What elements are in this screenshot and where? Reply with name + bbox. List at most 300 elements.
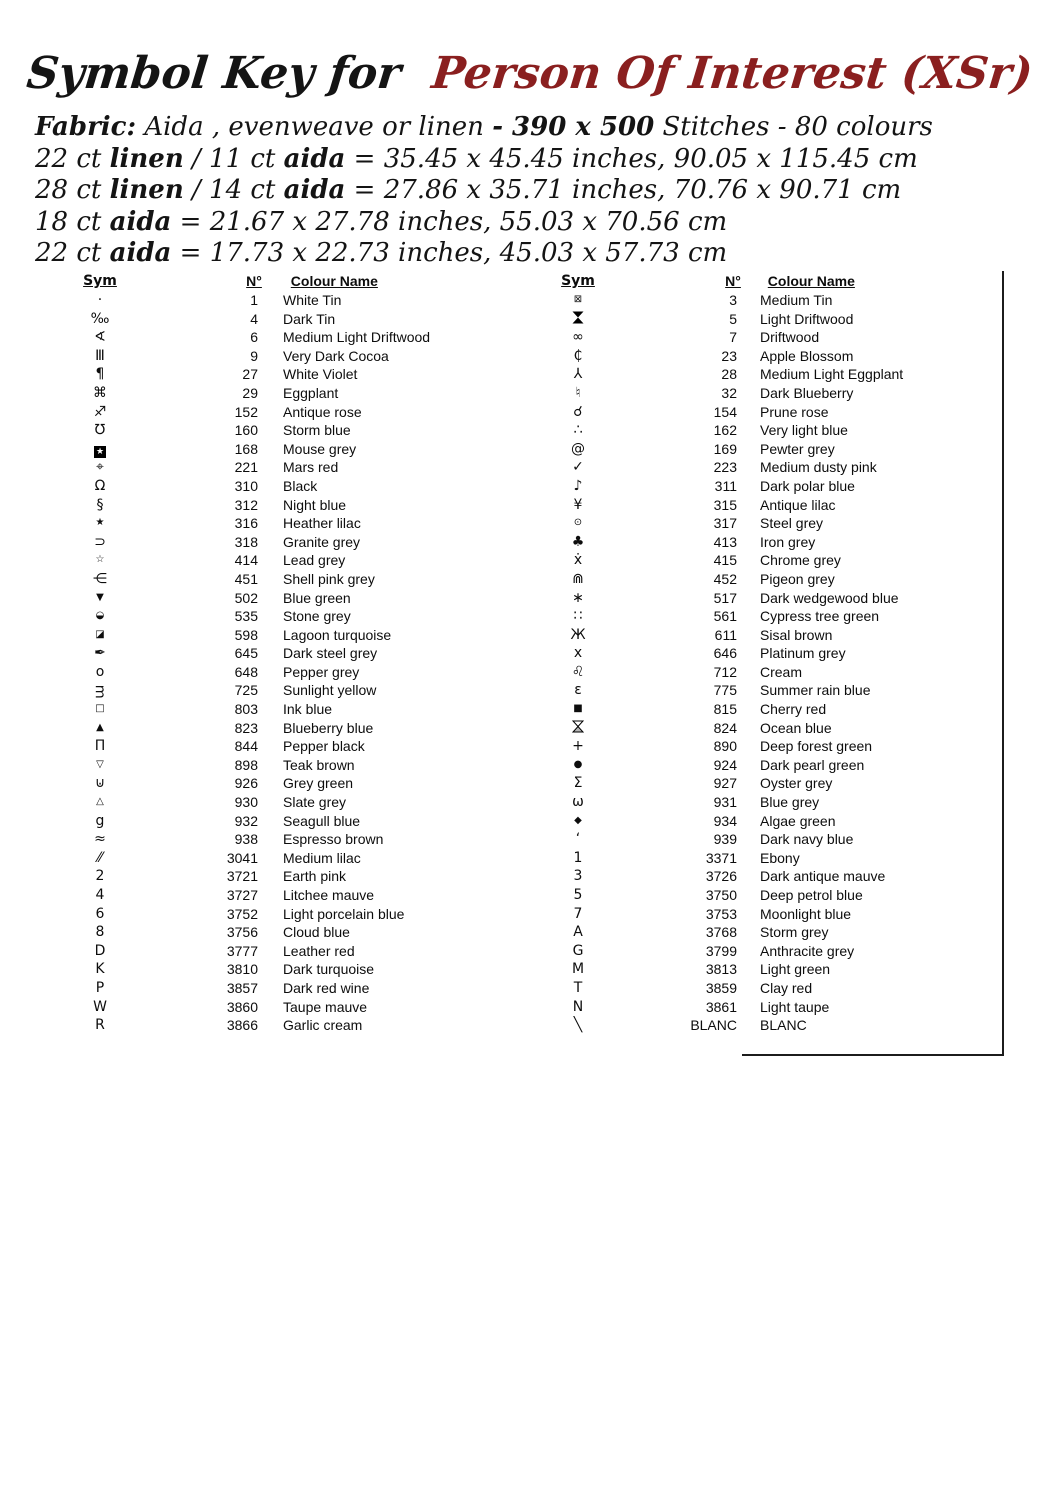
key-row <box>75 607 535 626</box>
key-row <box>553 458 1003 477</box>
key-row <box>75 793 535 812</box>
key-row <box>553 570 1003 589</box>
fabric-text-segment: / 14 ct <box>183 175 284 206</box>
thread-number-cell: 502 <box>234 589 258 606</box>
thread-number-cell: 311 <box>714 477 737 494</box>
symbol-cell: ℧ <box>94 422 106 439</box>
key-row <box>553 681 1003 700</box>
symbol-cell: 8 <box>95 924 105 941</box>
fabric-text-segment: aida <box>283 143 346 174</box>
symbol-cell: ★ <box>95 517 105 529</box>
header-number: N° <box>246 273 262 289</box>
symbol-cell: o <box>95 663 105 680</box>
colour-name-cell: Ink blue <box>283 701 333 718</box>
colour-name-cell: Espresso brown <box>283 831 384 848</box>
key-row <box>75 347 535 366</box>
thread-number-cell: 4 <box>250 310 258 327</box>
symbol-cell: 3 <box>573 868 583 885</box>
thread-number-cell: 823 <box>234 719 258 736</box>
thread-number-cell: 3810 <box>226 961 258 978</box>
symbol-cell: K <box>95 961 105 978</box>
colour-name-cell: BLANC <box>760 1017 807 1034</box>
thread-number-cell: 160 <box>234 422 258 439</box>
symbol-cell: ⅄ <box>573 366 583 383</box>
colour-name-cell: Eggplant <box>283 384 339 401</box>
symbol-cell: ¶ <box>95 366 105 383</box>
symbol-cell: ◆ <box>574 814 582 826</box>
key-row <box>75 737 535 756</box>
fabric-line <box>35 112 933 144</box>
symbol-cell: T <box>573 979 583 996</box>
colour-name-cell: Pigeon grey <box>760 570 835 587</box>
thread-number-cell: 3727 <box>226 887 258 903</box>
key-row <box>553 291 1003 310</box>
key-row <box>75 589 535 608</box>
colour-name-cell: Dark Blueberry <box>760 384 854 401</box>
key-row <box>75 384 535 403</box>
key-row <box>553 310 1003 329</box>
colour-name-cell: Dark antique mauve <box>760 868 886 885</box>
colour-name-cell: Light porcelain blue <box>283 905 405 922</box>
symbol-cell: 2 <box>95 868 105 885</box>
thread-number-cell: 452 <box>713 570 737 587</box>
key-row <box>553 663 1003 682</box>
colour-name-cell: Pepper black <box>283 738 365 755</box>
key-box-right-border <box>1002 271 1004 1056</box>
thread-number-cell: 3768 <box>705 924 737 941</box>
symbol-cell: · <box>97 292 103 308</box>
colour-name-cell: Pepper grey <box>283 663 360 680</box>
key-row <box>75 812 535 831</box>
thread-number-cell: 3371 <box>705 849 737 866</box>
key-row <box>553 756 1003 775</box>
header-colour-name: Colour Name <box>290 273 378 289</box>
thread-number-cell: 317 <box>713 515 737 532</box>
symbol-cell: ✒ <box>94 645 106 662</box>
symbol-cell: ▲ <box>96 721 104 733</box>
symbol-cell <box>553 310 603 329</box>
key-row <box>553 514 1003 533</box>
colour-name-cell: Blueberry blue <box>283 719 374 736</box>
colour-name-cell: Dark turquoise <box>283 961 375 978</box>
thread-number-cell: 3041 <box>226 849 258 866</box>
colour-name-cell: Night blue <box>283 496 347 513</box>
thread-number-cell: 725 <box>234 682 258 699</box>
symbol-cell: A <box>573 924 583 941</box>
thread-number-cell: 932 <box>234 812 258 829</box>
symbol-cell: □ <box>95 703 105 715</box>
symbol-cell: D <box>94 942 106 959</box>
symbol-cell: 7 <box>573 905 583 922</box>
thread-number-cell: 3777 <box>226 942 258 959</box>
colour-name-cell: Steel grey <box>760 515 824 532</box>
key-row <box>553 942 1003 961</box>
colour-name-cell: Medium lilac <box>283 849 361 866</box>
key-row <box>75 421 535 440</box>
key-row <box>75 700 535 719</box>
thread-number-cell: 3750 <box>705 887 737 903</box>
colour-name-cell: Algae green <box>760 812 836 829</box>
key-row <box>75 496 535 515</box>
key-row <box>553 347 1003 366</box>
key-row <box>553 589 1003 608</box>
thread-number-cell: 938 <box>234 831 258 848</box>
colour-name-cell: Medium Tin <box>760 292 833 308</box>
thread-number-cell: 9 <box>250 347 258 364</box>
fabric-text-segment: linen <box>109 143 184 174</box>
fabric-text-segment: 22 ct <box>35 238 110 269</box>
fabric-text-segment: = 21.67 x 27.78 inches, 55.03 x 70.56 cm <box>171 206 728 237</box>
thread-number-cell: 152 <box>234 403 258 420</box>
symbol-cell <box>75 440 125 459</box>
thread-number-cell: 3 <box>729 292 737 308</box>
thread-number-cell: 934 <box>713 812 737 829</box>
key-row <box>75 830 535 849</box>
key-row <box>553 440 1003 459</box>
thread-number-cell: 413 <box>713 533 737 550</box>
key-row <box>553 533 1003 552</box>
thread-number-cell: 775 <box>713 682 737 699</box>
symbol-cell: ∗ <box>572 589 584 606</box>
thread-number-cell: 803 <box>234 701 258 718</box>
thread-number-cell: 7 <box>729 329 737 346</box>
key-row <box>75 663 535 682</box>
colour-name-cell: Teak brown <box>283 756 355 773</box>
key-row <box>75 477 535 496</box>
thread-number-cell: 645 <box>234 645 258 662</box>
key-row <box>553 998 1003 1017</box>
header-sym: Sym <box>83 273 117 289</box>
fabric-line <box>35 238 933 270</box>
thread-number-cell: 815 <box>713 701 737 718</box>
colour-name-cell: Prune rose <box>760 403 829 420</box>
key-row <box>75 1016 535 1035</box>
white-hourglass-icon <box>572 720 584 733</box>
symbol-cell: ▼ <box>96 591 104 603</box>
fabric-text-segment: Aida , evenweave or linen <box>136 112 493 142</box>
thread-number-cell: 6 <box>250 329 258 346</box>
thread-number-cell: 318 <box>234 533 258 550</box>
colour-name-cell: Cloud blue <box>283 924 350 941</box>
symbol-cell: ₵ <box>573 347 583 364</box>
colour-name-cell: Cream <box>760 663 803 680</box>
thread-number-cell: 316 <box>234 515 258 532</box>
key-row <box>553 607 1003 626</box>
symbol-cell: ☌ <box>573 403 583 420</box>
colour-name-cell: Cypress tree green <box>760 608 880 625</box>
thread-number-cell: 3860 <box>226 998 258 1015</box>
symbol-cell: ‰ <box>90 310 110 327</box>
symbol-cell: ☆ <box>95 554 105 566</box>
thread-number-cell: 3866 <box>226 1017 258 1034</box>
symbol-cell: P <box>95 979 105 996</box>
key-row <box>75 440 535 459</box>
thread-number-cell: 3721 <box>226 868 258 885</box>
thread-number-cell: 646 <box>713 645 737 662</box>
key-row <box>75 960 535 979</box>
thread-number-cell: 315 <box>713 496 737 513</box>
fabric-line <box>35 207 933 239</box>
colour-name-cell: Black <box>283 477 318 494</box>
thread-number-cell: 29 <box>242 384 258 401</box>
colour-name-cell: Deep petrol blue <box>760 887 863 903</box>
symbol-cell: R <box>95 1017 105 1034</box>
thread-number-cell: 32 <box>721 384 737 401</box>
thread-number-cell: 517 <box>713 589 737 606</box>
key-row <box>75 849 535 868</box>
thread-number-cell: 415 <box>713 552 737 569</box>
key-row <box>553 960 1003 979</box>
key-row <box>553 403 1003 422</box>
key-row <box>75 458 535 477</box>
key-row <box>75 328 535 347</box>
symbol-cell: Ω <box>94 477 106 494</box>
fabric-line <box>35 175 933 207</box>
symbol-key-column-right <box>553 271 1003 1035</box>
symbol-cell: ⁄⁄ <box>97 849 103 866</box>
thread-number-cell: 23 <box>721 347 737 364</box>
colour-name-cell: Mouse grey <box>283 440 357 457</box>
fabric-text-segment: = 27.86 x 35.71 inches, 70.76 x 90.71 cm <box>345 175 902 206</box>
key-row <box>75 719 535 738</box>
key-row <box>75 774 535 793</box>
symbol-cell: Π <box>94 738 106 755</box>
symbol-cell: ¥ <box>573 496 583 513</box>
colour-name-cell: Lagoon turquoise <box>283 626 392 643</box>
thread-number-cell: 154 <box>713 403 737 420</box>
thread-number-cell: 162 <box>713 422 737 439</box>
header-sym: Sym <box>561 273 595 289</box>
key-row <box>553 365 1003 384</box>
symbol-cell: ω <box>572 794 584 811</box>
key-row <box>553 923 1003 942</box>
symbol-cell: 5 <box>573 887 583 903</box>
thread-number-cell: 27 <box>242 366 258 383</box>
key-row <box>553 793 1003 812</box>
symbol-cell: ╲ <box>573 1017 583 1034</box>
key-row <box>553 719 1003 738</box>
key-header-row <box>553 271 1003 291</box>
symbol-cell: ∴ <box>573 422 583 439</box>
symbol-cell: ◪ <box>95 628 105 640</box>
thread-number-cell: 3756 <box>226 924 258 941</box>
thread-number-cell: 535 <box>234 608 258 625</box>
thread-number-cell: 930 <box>234 794 258 811</box>
colour-name-cell: Heather lilac <box>283 515 361 532</box>
symbol-key-column-left <box>75 271 535 1035</box>
symbol-cell: ‘ <box>575 831 581 848</box>
symbol-cell: Ⅲ <box>95 347 105 364</box>
thread-number-cell: 3799 <box>705 942 737 959</box>
colour-name-cell: Dark polar blue <box>760 477 855 494</box>
colour-name-cell: White Tin <box>283 292 342 308</box>
fabric-text-segment: = 17.73 x 22.73 inches, 45.03 x 57.73 cm <box>171 238 728 269</box>
thread-number-cell: 3813 <box>705 961 737 978</box>
thread-number-cell: 824 <box>713 719 737 736</box>
thread-number-cell: 3726 <box>705 868 737 885</box>
colour-name-cell: Dark pearl green <box>760 756 865 773</box>
fabric-line <box>35 144 933 176</box>
key-row <box>553 812 1003 831</box>
key-row <box>553 737 1003 756</box>
symbol-cell: 1 <box>573 849 583 866</box>
symbol-cell: M <box>571 961 585 978</box>
key-row <box>553 774 1003 793</box>
colour-name-cell: Blue green <box>283 589 351 606</box>
thread-number-cell: 712 <box>713 663 737 680</box>
symbol-cell: ≈ <box>94 831 106 848</box>
key-row <box>553 551 1003 570</box>
thread-number-cell: 927 <box>713 775 737 792</box>
key-row <box>75 886 535 905</box>
symbol-cell: ∷ <box>573 608 583 625</box>
colour-name-cell: Ebony <box>760 849 800 866</box>
symbol-cell: + <box>572 738 584 755</box>
thread-number-cell: 310 <box>234 477 258 494</box>
colour-name-cell: Grey green <box>283 775 354 792</box>
colour-name-cell: Medium Light Driftwood <box>283 329 431 346</box>
key-row <box>553 496 1003 515</box>
colour-name-cell: Seagull blue <box>283 812 361 829</box>
title-prefix: Symbol Key for <box>24 48 404 99</box>
key-row <box>75 403 535 422</box>
thread-number-cell: 3753 <box>705 905 737 922</box>
fabric-text-segment: 18 ct <box>35 206 110 237</box>
symbol-cell: @ <box>571 440 585 457</box>
colour-name-cell: Lead grey <box>283 552 346 569</box>
symbol-cell: ɛ <box>574 682 582 699</box>
symbol-cell: ⌖ <box>96 459 104 476</box>
symbol-cell: ⊠ <box>573 294 583 305</box>
key-row <box>75 551 535 570</box>
fabric-text-segment: - 390 x 500 <box>492 112 655 142</box>
colour-name-cell: Apple Blossom <box>760 347 854 364</box>
colour-name-cell: Dark wedgewood blue <box>760 589 899 606</box>
thread-number-cell: 312 <box>234 496 258 513</box>
key-row <box>553 979 1003 998</box>
colour-name-cell: Litchee mauve <box>283 887 375 903</box>
key-row <box>75 923 535 942</box>
colour-name-cell: Earth pink <box>283 868 347 885</box>
symbol-cell: § <box>96 496 104 513</box>
colour-name-cell: Deep forest green <box>760 738 873 755</box>
colour-name-cell: Iron grey <box>760 533 816 550</box>
colour-name-cell: Pewter grey <box>760 440 835 457</box>
colour-name-cell: Slate grey <box>283 794 347 811</box>
colour-name-cell: Light green <box>760 961 831 978</box>
colour-name-cell: Mars red <box>283 459 339 476</box>
title-subject: Person Of Interest (XSr) <box>429 48 1036 99</box>
fabric-text-segment: linen <box>109 175 184 206</box>
symbol-cell: ▽ <box>96 758 104 770</box>
colour-name-cell: Shell pink grey <box>283 570 375 587</box>
colour-name-cell: Granite grey <box>283 533 361 550</box>
thread-number-cell: 1 <box>250 292 258 308</box>
symbol-cell: ■ <box>573 703 583 715</box>
thread-number-cell: 3859 <box>705 979 737 996</box>
black-hourglass-icon <box>572 311 584 324</box>
symbol-cell: ⊍ <box>94 775 106 792</box>
thread-number-cell: 890 <box>713 738 737 755</box>
symbol-cell: 4 <box>95 887 105 903</box>
symbol-cell: N <box>572 998 584 1015</box>
colour-name-cell: White Violet <box>283 366 358 383</box>
symbol-cell: ♪ <box>573 477 583 494</box>
colour-name-cell: Clay red <box>760 979 813 996</box>
colour-name-cell: Chrome grey <box>760 552 841 569</box>
key-row <box>75 681 535 700</box>
symbol-cell: ⌘ <box>93 384 107 401</box>
thread-number-cell: 611 <box>714 626 737 643</box>
key-row <box>75 626 535 645</box>
key-row <box>553 886 1003 905</box>
colour-name-cell: Dark navy blue <box>760 831 854 848</box>
key-row <box>553 626 1003 645</box>
symbol-cell: △ <box>96 796 104 808</box>
thread-number-cell: 3752 <box>226 905 258 922</box>
colour-name-cell: Anthracite grey <box>760 942 855 959</box>
key-row <box>75 533 535 552</box>
symbol-cell: Ж <box>570 626 586 643</box>
thread-number-cell: 926 <box>234 775 258 792</box>
fabric-info <box>35 112 933 270</box>
colour-name-cell: Driftwood <box>760 329 820 346</box>
header-colour-name: Colour Name <box>767 273 855 289</box>
colour-name-cell: Leather red <box>283 942 355 959</box>
thread-number-cell: 5 <box>729 310 737 327</box>
key-row <box>553 328 1003 347</box>
key-row <box>75 291 535 310</box>
fabric-text-segment: aida <box>109 206 172 237</box>
fabric-text-segment: aida <box>283 175 346 206</box>
colour-name-cell: Antique lilac <box>760 496 836 513</box>
header-number: N° <box>725 273 741 289</box>
symbol-cell: ⋒ <box>572 570 584 587</box>
key-row <box>553 905 1003 924</box>
key-row <box>75 310 535 329</box>
symbol-cell: ᴟ <box>95 682 105 699</box>
colour-name-cell: Light taupe <box>760 998 830 1015</box>
thread-number-cell: 598 <box>234 626 258 643</box>
symbol-cell: g <box>95 812 105 829</box>
thread-number-cell: 844 <box>234 738 258 755</box>
key-row <box>553 644 1003 663</box>
colour-name-cell: Moonlight blue <box>760 905 852 922</box>
key-row <box>553 1016 1003 1035</box>
symbol-cell: ♌ <box>571 663 585 680</box>
key-row <box>75 998 535 1017</box>
colour-name-cell: Dark Tin <box>283 310 336 327</box>
colour-name-cell: Very light blue <box>760 422 848 439</box>
key-box-bottom-border <box>742 1054 1004 1056</box>
key-row <box>553 867 1003 886</box>
thread-number-cell: 168 <box>234 440 258 457</box>
symbol-cell: ⋲ <box>93 570 107 587</box>
thread-number-cell: 3857 <box>226 979 258 996</box>
thread-number-cell: 648 <box>234 663 258 680</box>
symbol-cell: W <box>93 998 107 1015</box>
symbol-cell: G <box>572 942 584 959</box>
thread-number-cell: 223 <box>713 459 737 476</box>
symbol-cell: ✓ <box>572 459 584 476</box>
colour-name-cell: Oyster grey <box>760 775 833 792</box>
colour-name-cell: Medium Light Eggplant <box>760 366 904 383</box>
colour-name-cell: Garlic cream <box>283 1017 363 1034</box>
thread-number-cell: 451 <box>234 570 258 587</box>
symbol-cell: ♣ <box>571 533 585 550</box>
colour-name-cell: Storm grey <box>760 924 829 941</box>
thread-number-cell: 931 <box>713 794 737 811</box>
